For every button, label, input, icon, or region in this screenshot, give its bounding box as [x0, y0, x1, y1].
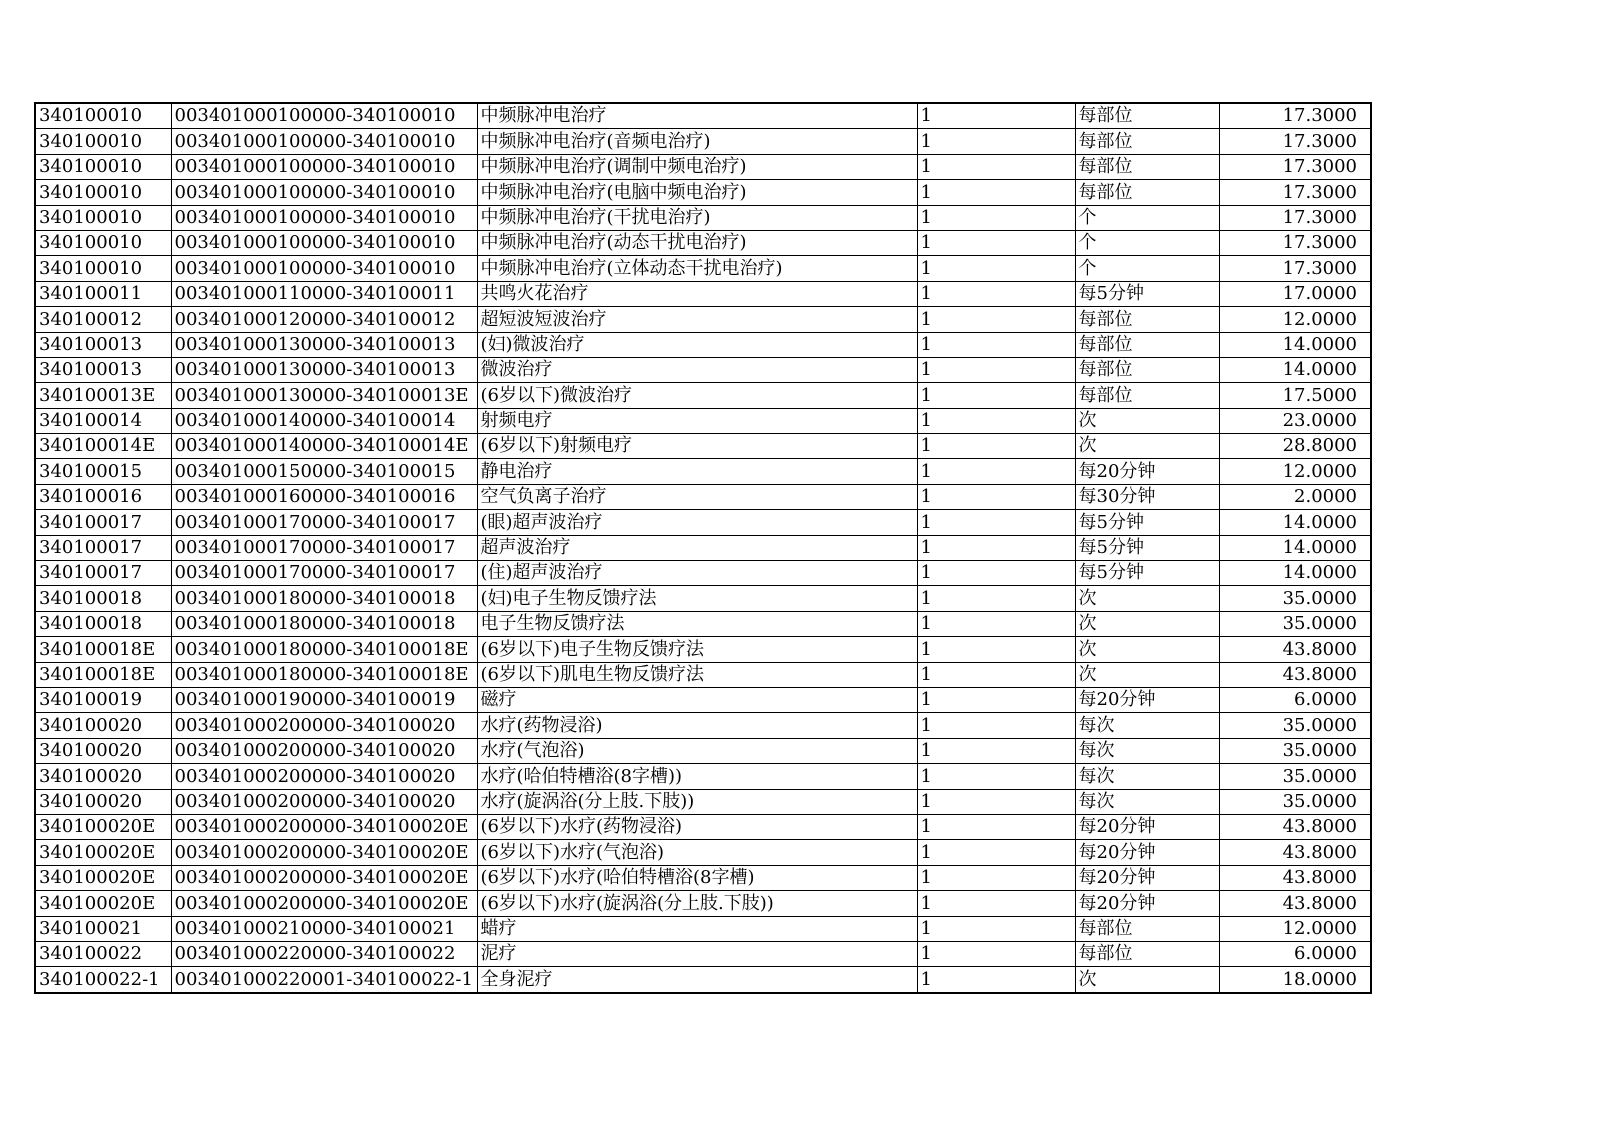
cell-unit: 每次	[1075, 764, 1219, 789]
cell-price: 17.3000	[1219, 129, 1371, 154]
cell-unit: 每20分钟	[1075, 814, 1219, 839]
cell-quantity: 1	[917, 637, 1075, 662]
table-row	[35, 916, 1371, 941]
cell-code: 340100010	[35, 205, 171, 230]
cell-code: 340100013E	[35, 383, 171, 408]
cell-code: 340100013	[35, 332, 171, 357]
cell-price: 43.8000	[1219, 662, 1371, 687]
cell-price: 35.0000	[1219, 586, 1371, 611]
cell-item-code: 003401000150000-340100015	[171, 459, 477, 484]
cell-item-code: 003401000140000-340100014E	[171, 434, 477, 459]
table-row	[35, 256, 1371, 281]
cell-quantity: 1	[917, 154, 1075, 179]
table-row	[35, 307, 1371, 332]
cell-unit: 每30分钟	[1075, 484, 1219, 509]
table-row	[35, 967, 1371, 993]
cell-unit: 次	[1075, 611, 1219, 636]
cell-code: 340100014E	[35, 434, 171, 459]
cell-item-code: 003401000200000-340100020	[171, 738, 477, 763]
cell-code: 340100010	[35, 129, 171, 154]
cell-unit: 每部位	[1075, 332, 1219, 357]
cell-item-name: (6岁以下)肌电生物反馈疗法	[477, 662, 917, 687]
cell-price: 12.0000	[1219, 307, 1371, 332]
cell-item-code: 003401000200000-340100020	[171, 713, 477, 738]
cell-quantity: 1	[917, 535, 1075, 560]
cell-code: 340100016	[35, 484, 171, 509]
table-row	[35, 103, 1371, 129]
cell-unit: 次	[1075, 967, 1219, 993]
cell-price: 17.3000	[1219, 180, 1371, 205]
cell-item-code: 003401000100000-340100010	[171, 103, 477, 129]
table-row	[35, 205, 1371, 230]
cell-unit: 次	[1075, 662, 1219, 687]
cell-unit: 个	[1075, 230, 1219, 255]
cell-item-name: (6岁以下)电子生物反馈疗法	[477, 637, 917, 662]
cell-item-code: 003401000130000-340100013	[171, 332, 477, 357]
cell-unit: 每5分钟	[1075, 510, 1219, 535]
cell-item-name: 电子生物反馈疗法	[477, 611, 917, 636]
cell-quantity: 1	[917, 561, 1075, 586]
cell-price: 17.3000	[1219, 256, 1371, 281]
cell-price: 43.8000	[1219, 840, 1371, 865]
cell-quantity: 1	[917, 840, 1075, 865]
cell-item-code: 003401000190000-340100019	[171, 687, 477, 712]
cell-quantity: 1	[917, 434, 1075, 459]
cell-unit: 每5分钟	[1075, 561, 1219, 586]
cell-price: 35.0000	[1219, 611, 1371, 636]
cell-price: 43.8000	[1219, 814, 1371, 839]
table-row	[35, 941, 1371, 966]
cell-item-code: 003401000180000-340100018E	[171, 637, 477, 662]
cell-unit: 每5分钟	[1075, 281, 1219, 306]
cell-item-name: 蜡疗	[477, 916, 917, 941]
cell-quantity: 1	[917, 230, 1075, 255]
cell-quantity: 1	[917, 586, 1075, 611]
table-row	[35, 408, 1371, 433]
cell-item-name: 空气负离子治疗	[477, 484, 917, 509]
table-row	[35, 637, 1371, 662]
cell-unit: 每20分钟	[1075, 687, 1219, 712]
cell-item-name: 水疗(哈伯特槽浴(8字槽))	[477, 764, 917, 789]
table-row	[35, 865, 1371, 890]
cell-quantity: 1	[917, 687, 1075, 712]
cell-item-code: 003401000220001-340100022-1	[171, 967, 477, 993]
cell-item-code: 003401000200000-340100020E	[171, 840, 477, 865]
cell-item-code: 003401000130000-340100013E	[171, 383, 477, 408]
cell-price: 28.8000	[1219, 434, 1371, 459]
cell-code: 340100018E	[35, 637, 171, 662]
cell-price: 12.0000	[1219, 459, 1371, 484]
cell-item-name: 水疗(旋涡浴(分上肢.下肢))	[477, 789, 917, 814]
cell-quantity: 1	[917, 891, 1075, 916]
table-row	[35, 154, 1371, 179]
cell-item-code: 003401000170000-340100017	[171, 535, 477, 560]
table-row	[35, 459, 1371, 484]
cell-unit: 每部位	[1075, 307, 1219, 332]
cell-price: 35.0000	[1219, 764, 1371, 789]
cell-item-name: 磁疗	[477, 687, 917, 712]
table-row	[35, 764, 1371, 789]
cell-quantity: 1	[917, 865, 1075, 890]
cell-price: 17.3000	[1219, 154, 1371, 179]
cell-unit: 每20分钟	[1075, 891, 1219, 916]
cell-item-code: 003401000100000-340100010	[171, 180, 477, 205]
cell-item-code: 003401000220000-340100022	[171, 941, 477, 966]
table-row	[35, 891, 1371, 916]
cell-code: 340100018	[35, 611, 171, 636]
cell-item-name: 超声波治疗	[477, 535, 917, 560]
cell-unit: 次	[1075, 586, 1219, 611]
cell-item-name: (6岁以下)水疗(旋涡浴(分上肢.下肢))	[477, 891, 917, 916]
cell-item-name: 超短波短波治疗	[477, 307, 917, 332]
cell-item-name: 水疗(气泡浴)	[477, 738, 917, 763]
table-row	[35, 535, 1371, 560]
cell-unit: 每20分钟	[1075, 865, 1219, 890]
cell-item-name: 中频脉冲电治疗(立体动态干扰电治疗)	[477, 256, 917, 281]
table-row	[35, 484, 1371, 509]
table-row	[35, 129, 1371, 154]
cell-quantity: 1	[917, 129, 1075, 154]
cell-item-code: 003401000180000-340100018E	[171, 662, 477, 687]
cell-item-code: 003401000180000-340100018	[171, 586, 477, 611]
cell-price: 43.8000	[1219, 637, 1371, 662]
cell-code: 340100010	[35, 256, 171, 281]
cell-item-name: 射频电疗	[477, 408, 917, 433]
cell-code: 340100014	[35, 408, 171, 433]
cell-quantity: 1	[917, 459, 1075, 484]
cell-item-name: (6岁以下)微波治疗	[477, 383, 917, 408]
table-row	[35, 281, 1371, 306]
cell-unit: 每部位	[1075, 154, 1219, 179]
cell-item-code: 003401000170000-340100017	[171, 510, 477, 535]
cell-price: 17.5000	[1219, 383, 1371, 408]
cell-code: 340100021	[35, 916, 171, 941]
cell-price: 14.0000	[1219, 535, 1371, 560]
cell-unit: 次	[1075, 434, 1219, 459]
cell-item-code: 003401000160000-340100016	[171, 484, 477, 509]
cell-code: 340100015	[35, 459, 171, 484]
cell-quantity: 1	[917, 205, 1075, 230]
cell-item-code: 003401000110000-340100011	[171, 281, 477, 306]
cell-unit: 每部位	[1075, 383, 1219, 408]
cell-quantity: 1	[917, 789, 1075, 814]
cell-code: 340100010	[35, 230, 171, 255]
cell-price: 6.0000	[1219, 941, 1371, 966]
cell-code: 340100020E	[35, 865, 171, 890]
cell-item-name: (6岁以下)水疗(气泡浴)	[477, 840, 917, 865]
cell-quantity: 1	[917, 713, 1075, 738]
table-row	[35, 383, 1371, 408]
cell-price: 6.0000	[1219, 687, 1371, 712]
cell-price: 43.8000	[1219, 891, 1371, 916]
cell-code: 340100020E	[35, 840, 171, 865]
cell-unit: 每部位	[1075, 941, 1219, 966]
cell-price: 23.0000	[1219, 408, 1371, 433]
cell-item-name: (6岁以下)水疗(药物浸浴)	[477, 814, 917, 839]
cell-item-name: 全身泥疗	[477, 967, 917, 993]
cell-code: 340100020	[35, 738, 171, 763]
cell-code: 340100013	[35, 357, 171, 382]
table-row	[35, 561, 1371, 586]
cell-code: 340100017	[35, 510, 171, 535]
cell-item-name: 微波治疗	[477, 357, 917, 382]
cell-item-name: 中频脉冲电治疗(电脑中频电治疗)	[477, 180, 917, 205]
cell-code: 340100022-1	[35, 967, 171, 993]
cell-quantity: 1	[917, 941, 1075, 966]
cell-item-code: 003401000100000-340100010	[171, 256, 477, 281]
cell-quantity: 1	[917, 281, 1075, 306]
cell-price: 35.0000	[1219, 789, 1371, 814]
cell-quantity: 1	[917, 764, 1075, 789]
cell-price: 35.0000	[1219, 713, 1371, 738]
cell-item-name: 静电治疗	[477, 459, 917, 484]
cell-unit: 个	[1075, 205, 1219, 230]
cell-unit: 每20分钟	[1075, 840, 1219, 865]
table-row	[35, 586, 1371, 611]
cell-code: 340100020E	[35, 814, 171, 839]
cell-quantity: 1	[917, 484, 1075, 509]
cell-unit: 每部位	[1075, 103, 1219, 129]
cell-item-code: 003401000200000-340100020E	[171, 891, 477, 916]
cell-price: 14.0000	[1219, 332, 1371, 357]
cell-quantity: 1	[917, 967, 1075, 993]
cell-code: 340100010	[35, 154, 171, 179]
cell-quantity: 1	[917, 510, 1075, 535]
cell-quantity: 1	[917, 307, 1075, 332]
cell-code: 340100017	[35, 535, 171, 560]
cell-quantity: 1	[917, 662, 1075, 687]
cell-unit: 每20分钟	[1075, 459, 1219, 484]
cell-unit: 每次	[1075, 738, 1219, 763]
cell-quantity: 1	[917, 916, 1075, 941]
cell-unit: 每部位	[1075, 180, 1219, 205]
cell-quantity: 1	[917, 103, 1075, 129]
table-row	[35, 789, 1371, 814]
cell-unit: 每次	[1075, 789, 1219, 814]
cell-item-code: 003401000120000-340100012	[171, 307, 477, 332]
cell-item-name: (眼)超声波治疗	[477, 510, 917, 535]
cell-price: 14.0000	[1219, 510, 1371, 535]
cell-quantity: 1	[917, 357, 1075, 382]
cell-item-code: 003401000130000-340100013	[171, 357, 477, 382]
cell-code: 340100010	[35, 180, 171, 205]
cell-price: 43.8000	[1219, 865, 1371, 890]
cell-item-code: 003401000200000-340100020	[171, 764, 477, 789]
cell-code: 340100018E	[35, 662, 171, 687]
cell-item-name: (住)超声波治疗	[477, 561, 917, 586]
cell-quantity: 1	[917, 256, 1075, 281]
table-row	[35, 180, 1371, 205]
table-row	[35, 510, 1371, 535]
cell-quantity: 1	[917, 814, 1075, 839]
cell-code: 340100020	[35, 789, 171, 814]
cell-item-name: (6岁以下)水疗(哈伯特槽浴(8字槽)	[477, 865, 917, 890]
cell-item-name: 泥疗	[477, 941, 917, 966]
cell-item-code: 003401000140000-340100014	[171, 408, 477, 433]
cell-item-name: (妇)电子生物反馈疗法	[477, 586, 917, 611]
cell-code: 340100020	[35, 713, 171, 738]
cell-code: 340100020E	[35, 891, 171, 916]
cell-price: 17.3000	[1219, 230, 1371, 255]
cell-quantity: 1	[917, 738, 1075, 763]
cell-price: 17.3000	[1219, 103, 1371, 129]
cell-price: 14.0000	[1219, 561, 1371, 586]
cell-quantity: 1	[917, 408, 1075, 433]
cell-item-code: 003401000100000-340100010	[171, 154, 477, 179]
table-row	[35, 713, 1371, 738]
cell-item-code: 003401000100000-340100010	[171, 129, 477, 154]
table-row	[35, 357, 1371, 382]
table-row	[35, 687, 1371, 712]
cell-price: 35.0000	[1219, 738, 1371, 763]
cell-item-code: 003401000100000-340100010	[171, 205, 477, 230]
cell-item-name: 中频脉冲电治疗	[477, 103, 917, 129]
cell-unit: 次	[1075, 408, 1219, 433]
cell-item-name: 中频脉冲电治疗(音频电治疗)	[477, 129, 917, 154]
cell-unit: 每部位	[1075, 916, 1219, 941]
cell-item-code: 003401000200000-340100020E	[171, 865, 477, 890]
cell-price: 12.0000	[1219, 916, 1371, 941]
cell-unit: 每部位	[1075, 357, 1219, 382]
table-body	[35, 103, 1371, 993]
cell-code: 340100017	[35, 561, 171, 586]
cell-quantity: 1	[917, 332, 1075, 357]
cell-item-code: 003401000210000-340100021	[171, 916, 477, 941]
cell-price: 17.3000	[1219, 205, 1371, 230]
cell-price: 17.0000	[1219, 281, 1371, 306]
table-row	[35, 814, 1371, 839]
cell-price: 14.0000	[1219, 357, 1371, 382]
cell-code: 340100011	[35, 281, 171, 306]
table-row	[35, 230, 1371, 255]
cell-unit: 每5分钟	[1075, 535, 1219, 560]
cell-item-name: 共鸣火花治疗	[477, 281, 917, 306]
table-row	[35, 332, 1371, 357]
cell-price: 2.0000	[1219, 484, 1371, 509]
cell-item-code: 003401000200000-340100020	[171, 789, 477, 814]
table-row	[35, 434, 1371, 459]
cell-code: 340100018	[35, 586, 171, 611]
cell-item-name: (6岁以下)射频电疗	[477, 434, 917, 459]
cell-code: 340100010	[35, 103, 171, 129]
price-table	[34, 102, 1372, 994]
cell-unit: 每次	[1075, 713, 1219, 738]
cell-code: 340100019	[35, 687, 171, 712]
table-row	[35, 662, 1371, 687]
cell-item-name: (妇)微波治疗	[477, 332, 917, 357]
cell-item-name: 中频脉冲电治疗(调制中频电治疗)	[477, 154, 917, 179]
cell-item-name: 中频脉冲电治疗(动态干扰电治疗)	[477, 230, 917, 255]
cell-code: 340100020	[35, 764, 171, 789]
cell-item-name: 水疗(药物浸浴)	[477, 713, 917, 738]
cell-unit: 个	[1075, 256, 1219, 281]
cell-quantity: 1	[917, 611, 1075, 636]
cell-unit: 每部位	[1075, 129, 1219, 154]
cell-item-code: 003401000180000-340100018	[171, 611, 477, 636]
cell-code: 340100012	[35, 307, 171, 332]
table-row	[35, 840, 1371, 865]
cell-code: 340100022	[35, 941, 171, 966]
cell-quantity: 1	[917, 383, 1075, 408]
cell-item-code: 003401000100000-340100010	[171, 230, 477, 255]
cell-quantity: 1	[917, 180, 1075, 205]
table-row	[35, 738, 1371, 763]
cell-item-code: 003401000170000-340100017	[171, 561, 477, 586]
cell-price: 18.0000	[1219, 967, 1371, 993]
cell-unit: 次	[1075, 637, 1219, 662]
cell-item-code: 003401000200000-340100020E	[171, 814, 477, 839]
table-row	[35, 611, 1371, 636]
cell-item-name: 中频脉冲电治疗(干扰电治疗)	[477, 205, 917, 230]
